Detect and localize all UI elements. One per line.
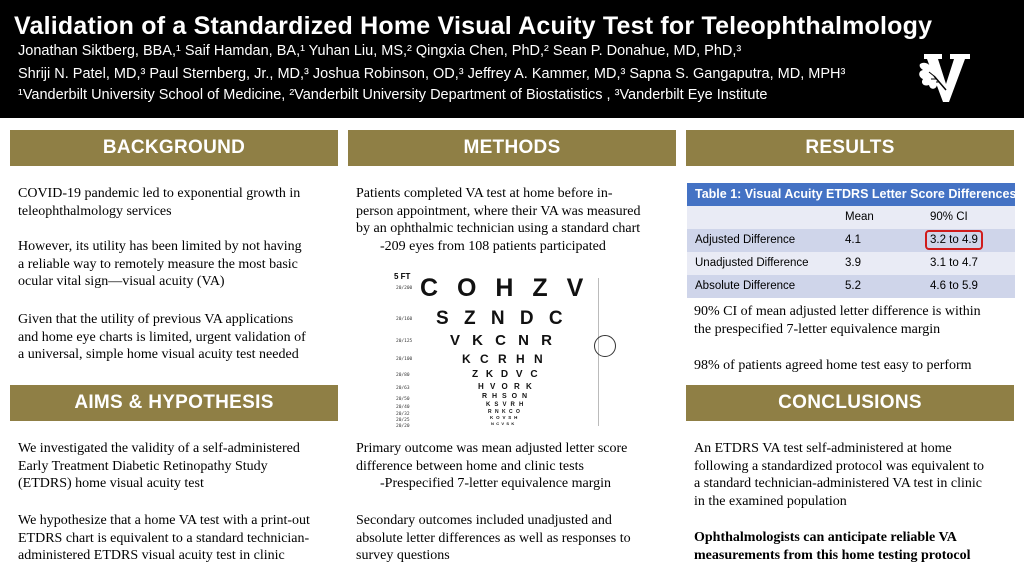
snellen-label: 20/20 xyxy=(396,424,410,429)
etdrs-eye-chart xyxy=(388,270,628,430)
methods-paragraph-2: Primary outcome was mean adjusted letter score difference between home and clinic tests -Prespecified 7-letter equivalence margin xyxy=(356,441,628,492)
conclusions-paragraph-1: An ETDRS VA test self-administered at home following a standardized protocol was equivalent to a standard technician-administered VA test in clinic in the examined population xyxy=(694,441,985,509)
table-caption: Table 1: Visual Acuity ETDRS Letter Score Differences xyxy=(687,183,1015,206)
aims-paragraph-2: We hypothesize that a home VA test with a print-out ETDRS chart is equivalent to a standard technician- administered ETDRS visual acuity test in clinic xyxy=(18,513,310,564)
background-paragraph-2: However, its utility has been limited by not having a reliable way to remotely measure the most basic ocular vital sign—visual acuity (VA) xyxy=(18,239,302,290)
vanderbilt-logo-icon xyxy=(912,50,972,106)
conclusions-paragraph-2: Ophthalmologists can anticipate reliable VA measurements from this home testing protocol xyxy=(694,530,971,563)
chart-row-letters: V K C N R xyxy=(450,332,557,349)
table-row: Adjusted Difference 4.1 3.2 to 4.9 xyxy=(687,229,1015,252)
snellen-label: 20/80 xyxy=(396,373,410,378)
chart-row-letters: H V O R K xyxy=(478,382,534,391)
snellen-label: 20/100 xyxy=(396,357,413,362)
chart-row-letters: K O V S H xyxy=(490,415,519,420)
chart-row-letters: C O H Z V xyxy=(420,274,590,302)
results-paragraph-1: 90% CI of mean adjusted letter difference is within the prespecified 7-letter equivalence margin xyxy=(694,304,981,337)
table-header-row xyxy=(687,206,1015,229)
background-paragraph-3: Given that the utility of previous VA applications and home eye charts is limited, urgent validation of a universal, simple home visual acuity test needed xyxy=(18,312,306,363)
snellen-label: 20/32 xyxy=(396,412,410,417)
chart-row-letters: Z K D V C xyxy=(472,369,541,380)
aims-heading: AIMS & HYPOTHESIS xyxy=(10,385,338,421)
chart-row-letters: S Z N D C xyxy=(436,308,568,329)
snellen-label: 20/50 xyxy=(396,397,410,402)
affiliations: ¹Vanderbilt University School of Medicine, ²Vanderbilt University Department of Biostatistics , ³Vanderbilt Eye Institute xyxy=(18,87,768,103)
chart-circle-marker xyxy=(594,335,616,357)
background-heading: BACKGROUND xyxy=(10,130,338,166)
ci-highlight-box xyxy=(925,230,983,250)
column-header-mean: Mean xyxy=(845,211,874,223)
results-heading: RESULTS xyxy=(686,130,1014,166)
chart-row-letters: R H S O N xyxy=(482,393,529,400)
methods-paragraph-1: Patients completed VA test at home before in- person appointment, where their VA was measured by an ophthalmic technician using a standard chart -209 eyes from 108 patients participated xyxy=(356,186,641,254)
poster-title: Validation of a Standardized Home Visual Acuity Test for Teleophthalmology xyxy=(14,12,933,40)
aims-paragraph-1: We investigated the validity of a self-administered Early Treatment Diabetic Retinopathy Study (ETDRS) home visual acuity test xyxy=(18,441,300,492)
chart-row-letters: R N K C O xyxy=(488,409,521,415)
chart-row-letters: K C R H N xyxy=(462,352,546,366)
snellen-label: 20/160 xyxy=(396,317,413,322)
snellen-label: 20/200 xyxy=(396,286,413,291)
column-header-ci: 90% CI xyxy=(930,211,968,223)
table-row: Unadjusted Difference 3.9 3.1 to 4.7 xyxy=(687,252,1015,275)
methods-paragraph-3: Secondary outcomes included unadjusted and absolute letter differences as well as responses to survey questions xyxy=(356,513,631,564)
results-paragraph-2: 98% of patients agreed home test easy to perform xyxy=(694,358,972,373)
background-paragraph-1: COVID-19 pandemic led to exponential growth in teleophthalmology services xyxy=(18,186,301,219)
snellen-label: 20/125 xyxy=(396,339,413,344)
poster-header xyxy=(0,0,1024,118)
chart-row-letters: N C V S K xyxy=(491,421,515,426)
snellen-label: 20/63 xyxy=(396,386,410,391)
chart-distance-label: 5 FT xyxy=(394,272,411,281)
authors-line-2: Shriji N. Patel, MD,³ Paul Sternberg, Jr., MD,³ Joshua Robinson, OD,³ Jeffrey A. Kammer, MD,³ Sapna S. Gangaputra, MD, MPH³ xyxy=(18,66,846,82)
chart-row-letters: K S V R H xyxy=(486,402,525,408)
snellen-label: 20/25 xyxy=(396,418,410,423)
table-row: Absolute Difference 5.2 4.6 to 5.9 xyxy=(687,275,1015,298)
methods-heading: METHODS xyxy=(348,130,676,166)
snellen-label: 20/40 xyxy=(396,405,410,410)
authors-line-1: Jonathan Siktberg, BBA,¹ Saif Hamdan, BA,¹ Yuhan Liu, MS,² Qingxia Chen, PhD,² Sean P. Donahue, MD, PhD,³ xyxy=(18,43,742,59)
conclusions-heading: CONCLUSIONS xyxy=(686,385,1014,421)
